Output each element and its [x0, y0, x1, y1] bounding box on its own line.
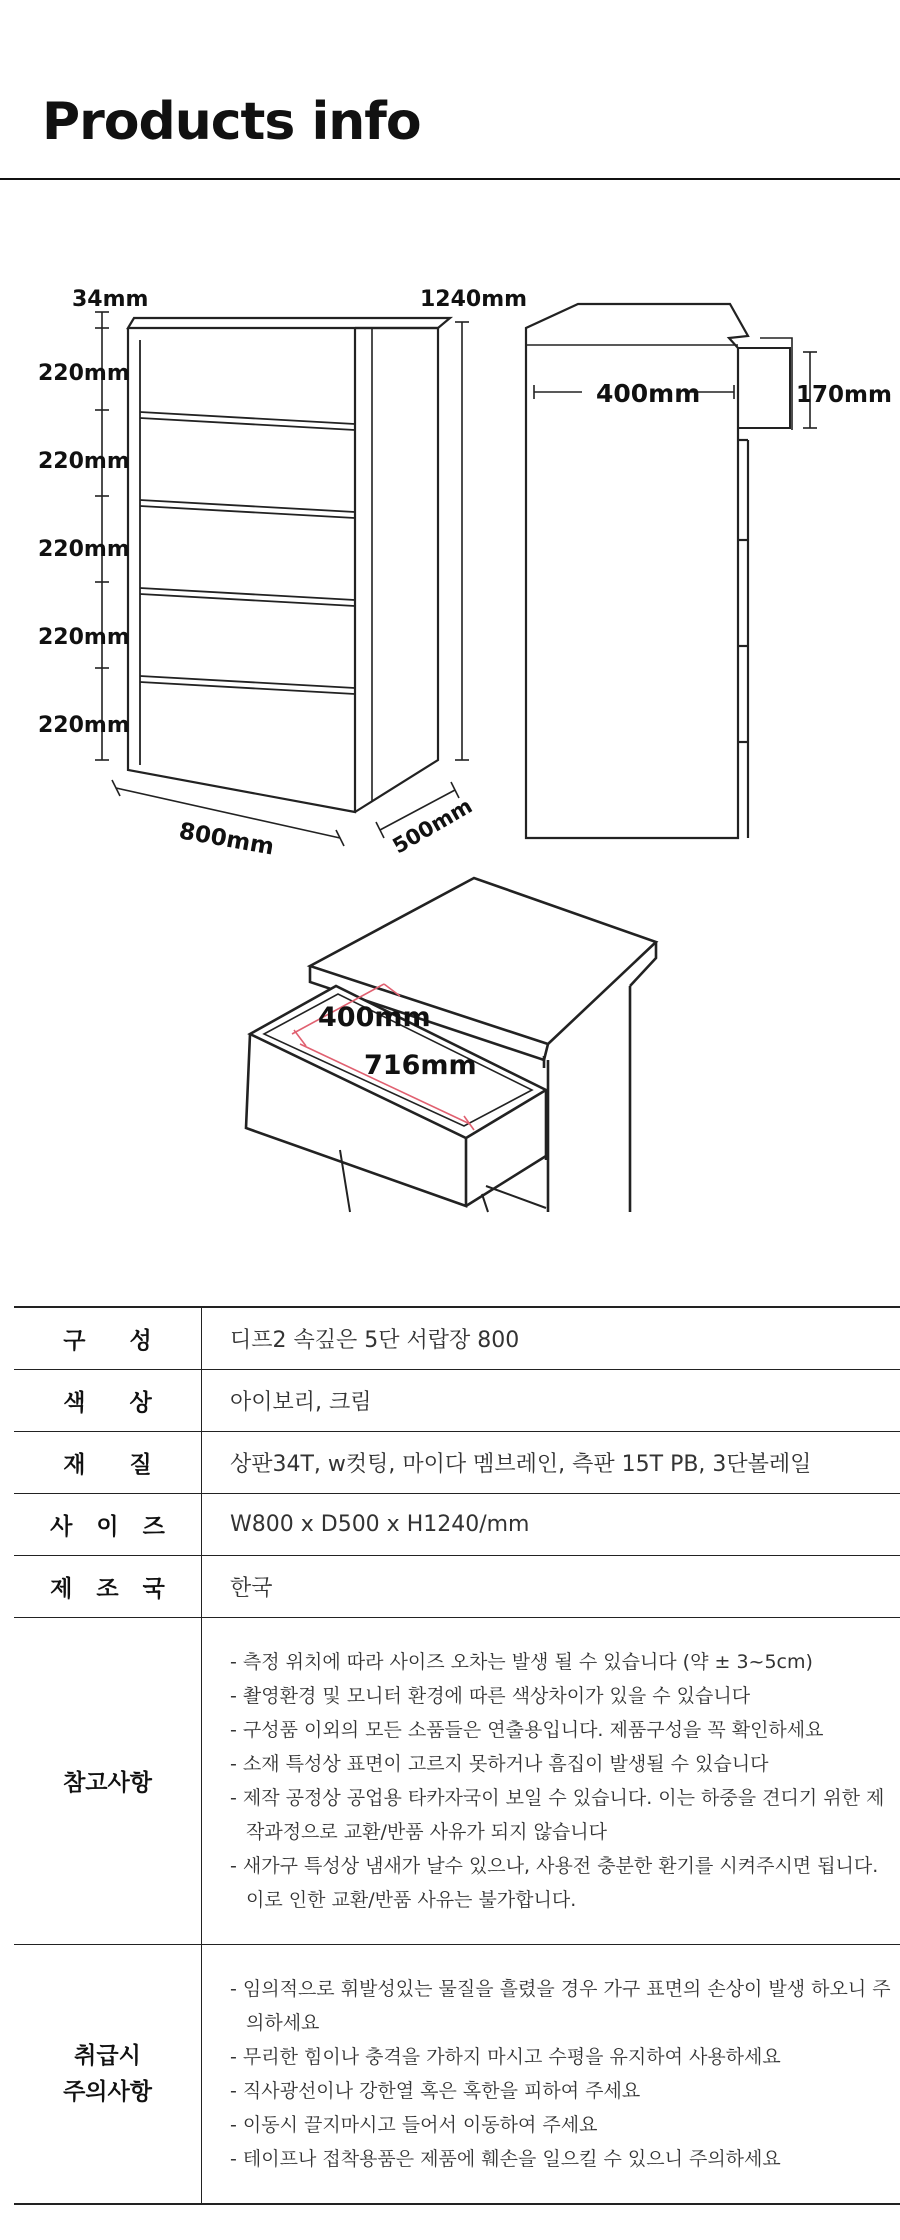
list-item: - 소재 특성상 표면이 고르지 못하거나 흠집이 발생될 수 있습니다	[230, 1752, 769, 1775]
front-drawer-lines	[140, 340, 355, 765]
drawer-detail-diagram	[246, 878, 656, 1212]
spec-label: 구 성	[63, 1327, 170, 1354]
dim-drawer-5: 220mm	[38, 713, 130, 738]
list-item: - 임의적으로 휘발성있는 물질을 흘렸을 경우 가구 표면의 손상이 발생 하오니 주의하세요	[230, 1977, 891, 2034]
list-item: - 측정 위치에 따라 사이즈 오차는 발생 될 수 있습니다 (약 ± 3~5cm)	[230, 1650, 813, 1673]
cabinet-side-outline	[355, 328, 438, 812]
dim-drawer-2: 220mm	[38, 449, 130, 474]
dim-side-drawer-height: 170mm	[796, 382, 892, 408]
notes-list	[230, 1619, 899, 1943]
list-item: - 이동시 끌지마시고 들어서 이동하여 주세요	[230, 2113, 598, 2136]
dim-width: 800mm	[176, 818, 276, 861]
spec-value: 상판34T, w컷팅, 마이다 멤브레인, 측판 15T PB, 3단볼레일	[202, 1431, 900, 1493]
cabinet-front-outline	[128, 328, 355, 812]
dim-drawer-inner-width: 400mm	[318, 1002, 431, 1033]
dim-side-inner: 400mm	[596, 379, 701, 408]
list-item: - 새가구 특성상 냄새가 날수 있으나, 사용전 충분한 환기를 시켜주시면 됩니다. 이로 인한 교환/반품 사유는 불가합니다.	[230, 1854, 879, 1911]
side-drawer-open	[738, 348, 790, 428]
dim-drawer-3: 220mm	[38, 537, 130, 562]
dim-depth: 500mm	[388, 793, 477, 859]
dim-total-height: 1240mm	[420, 287, 528, 312]
spec-value: 한국	[202, 1555, 900, 1617]
notes-label: 참고사항	[14, 1617, 202, 1944]
dim-drawer-1: 220mm	[38, 361, 130, 386]
spec-value: 아이보리, 크림	[202, 1369, 900, 1431]
spec-label: 제 조 국	[50, 1575, 173, 1602]
front-view-diagram	[95, 312, 469, 846]
spec-row	[14, 1431, 900, 1493]
list-item: - 제작 공정상 공업용 타카자국이 보일 수 있습니다. 이는 하중을 견디기 위한 제작과정으로 교환/반품 사유가 되지 않습니다	[230, 1786, 885, 1843]
dim-front-top: 34mm	[72, 287, 149, 312]
spec-row	[14, 1555, 900, 1617]
cautions-label-line2: 주의사항	[63, 2078, 152, 2105]
spec-value: W800 x D500 x H1240/mm	[202, 1493, 900, 1555]
list-item: - 직사광선이나 강한열 혹은 혹한을 피하여 주세요	[230, 2079, 641, 2102]
spec-row	[14, 1307, 900, 1369]
spec-label: 색 상	[63, 1389, 170, 1416]
dim-drawer-inner-length: 716mm	[364, 1050, 477, 1081]
spec-label: 재 질	[63, 1451, 170, 1478]
cautions-label-line1: 취급시	[74, 2042, 141, 2069]
notes-row	[14, 1617, 900, 1944]
spec-table	[14, 1306, 900, 2205]
list-item: - 무리한 힘이나 충격을 가하지 마시고 수평을 유지하여 사용하세요	[230, 2045, 781, 2068]
height-dimension-line	[95, 312, 469, 760]
cabinet-top-face	[128, 318, 450, 328]
list-item: - 촬영환경 및 모니터 환경에 따른 색상차이가 있을 수 있습니다	[230, 1684, 751, 1707]
spec-label: 사 이 즈	[50, 1513, 173, 1540]
spec-value: 디프2 속깊은 5단 서랍장 800	[202, 1307, 900, 1369]
cautions-row	[14, 1944, 900, 2204]
list-item: - 구성품 이외의 모든 소품들은 연출용입니다. 제품구성을 꼭 확인하세요	[230, 1718, 824, 1741]
cautions-list	[230, 1946, 899, 2202]
list-item: - 테이프나 접착용품은 제품에 훼손을 일으킬 수 있으니 주의하세요	[230, 2147, 781, 2170]
dim-drawer-4: 220mm	[38, 625, 130, 650]
page-title: Products info	[42, 92, 421, 152]
spec-row	[14, 1493, 900, 1555]
spec-row	[14, 1369, 900, 1431]
